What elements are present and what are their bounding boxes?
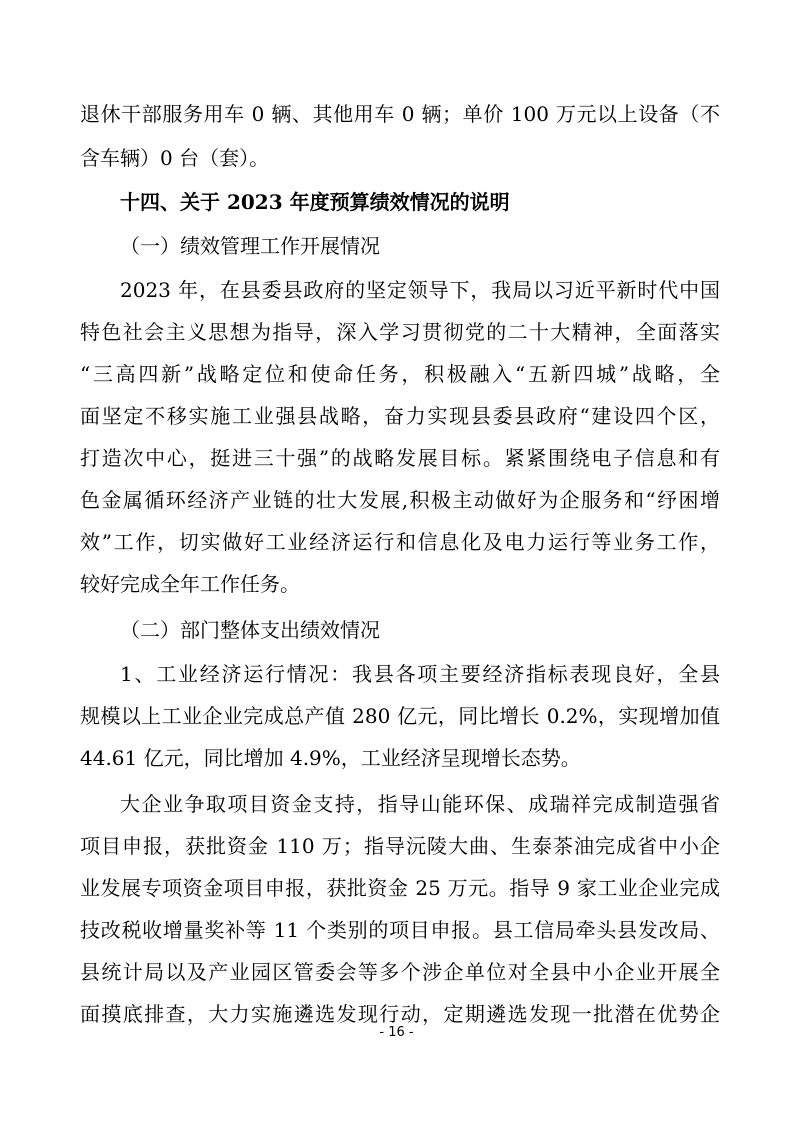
page-number: - 16 - bbox=[379, 1025, 414, 1040]
subsection-heading: （一）绩效管理工作开展情况 bbox=[120, 234, 380, 258]
text-line: 特色社会主义思想为指导，深入学习贯彻党的二十大精神，全面落实 bbox=[80, 320, 720, 344]
text-line: 项目申报，获批资金 110 万；指导沅陵大曲、生泰茶油完成省中小企 bbox=[80, 834, 720, 858]
text-line: 效”工作，切实做好工业经济运行和信息化及电力运行等业务工作， bbox=[80, 530, 720, 554]
paragraph-first-line: 大企业争取项目资金支持，指导山能环保、成瑞祥完成制造强省 bbox=[120, 792, 720, 816]
text-line: 打造次中心，挺进三十强”的战略发展目标。紧紧围绕电子信息和有 bbox=[80, 446, 720, 470]
text-line: 规模以上工业企业完成总产值 280 亿元，同比增长 0.2%，实现增加值 bbox=[80, 704, 720, 728]
text-line: 业发展专项资金项目申报，获批资金 25 万元。指导 9 家工业企业完成 bbox=[80, 876, 720, 900]
text-line: 面摸底排查，大力实施遴选发现行动，定期遴选发现一批潜在优势企 bbox=[80, 1002, 720, 1026]
subsection-heading: （二）部门整体支出绩效情况 bbox=[120, 618, 380, 642]
text-line: 县统计局以及产业园区管委会等多个涉企单位对全县中小企业开展全 bbox=[80, 960, 720, 984]
text-line: 44.61 亿元，同比增加 4.9%，工业经济呈现增长态势。 bbox=[80, 746, 581, 770]
text-line: 较好完成全年工作任务。 bbox=[80, 572, 300, 596]
text-line: “三高四新”战略定位和使命任务，积极融入“五新四城”战略，全 bbox=[80, 362, 720, 386]
paragraph-first-line: 2023 年，在县委县政府的坚定领导下，我局以习近平新时代中国 bbox=[120, 278, 720, 302]
text-line: 含车辆）0 台（套）。 bbox=[80, 146, 270, 170]
text-line: 技改税收增量奖补等 11 个类别的项目申报。县工信局牵头县发改局、 bbox=[80, 918, 720, 942]
text-line: 面坚定不移实施工业强县战略，奋力实现县委县政府“建设四个区， bbox=[80, 404, 720, 428]
text-line: 退休干部服务用车 0 辆、其他用车 0 辆；单价 100 万元以上设备（不 bbox=[80, 102, 720, 126]
text-line: 色金属循环经济产业链的壮大发展,积极主动做好为企服务和“纾困增 bbox=[80, 488, 720, 512]
section-heading: 十四、关于 2023 年度预算绩效情况的说明 bbox=[120, 190, 510, 214]
paragraph-first-line: 1、工业经济运行情况：我县各项主要经济指标表现良好，全县 bbox=[120, 662, 720, 686]
